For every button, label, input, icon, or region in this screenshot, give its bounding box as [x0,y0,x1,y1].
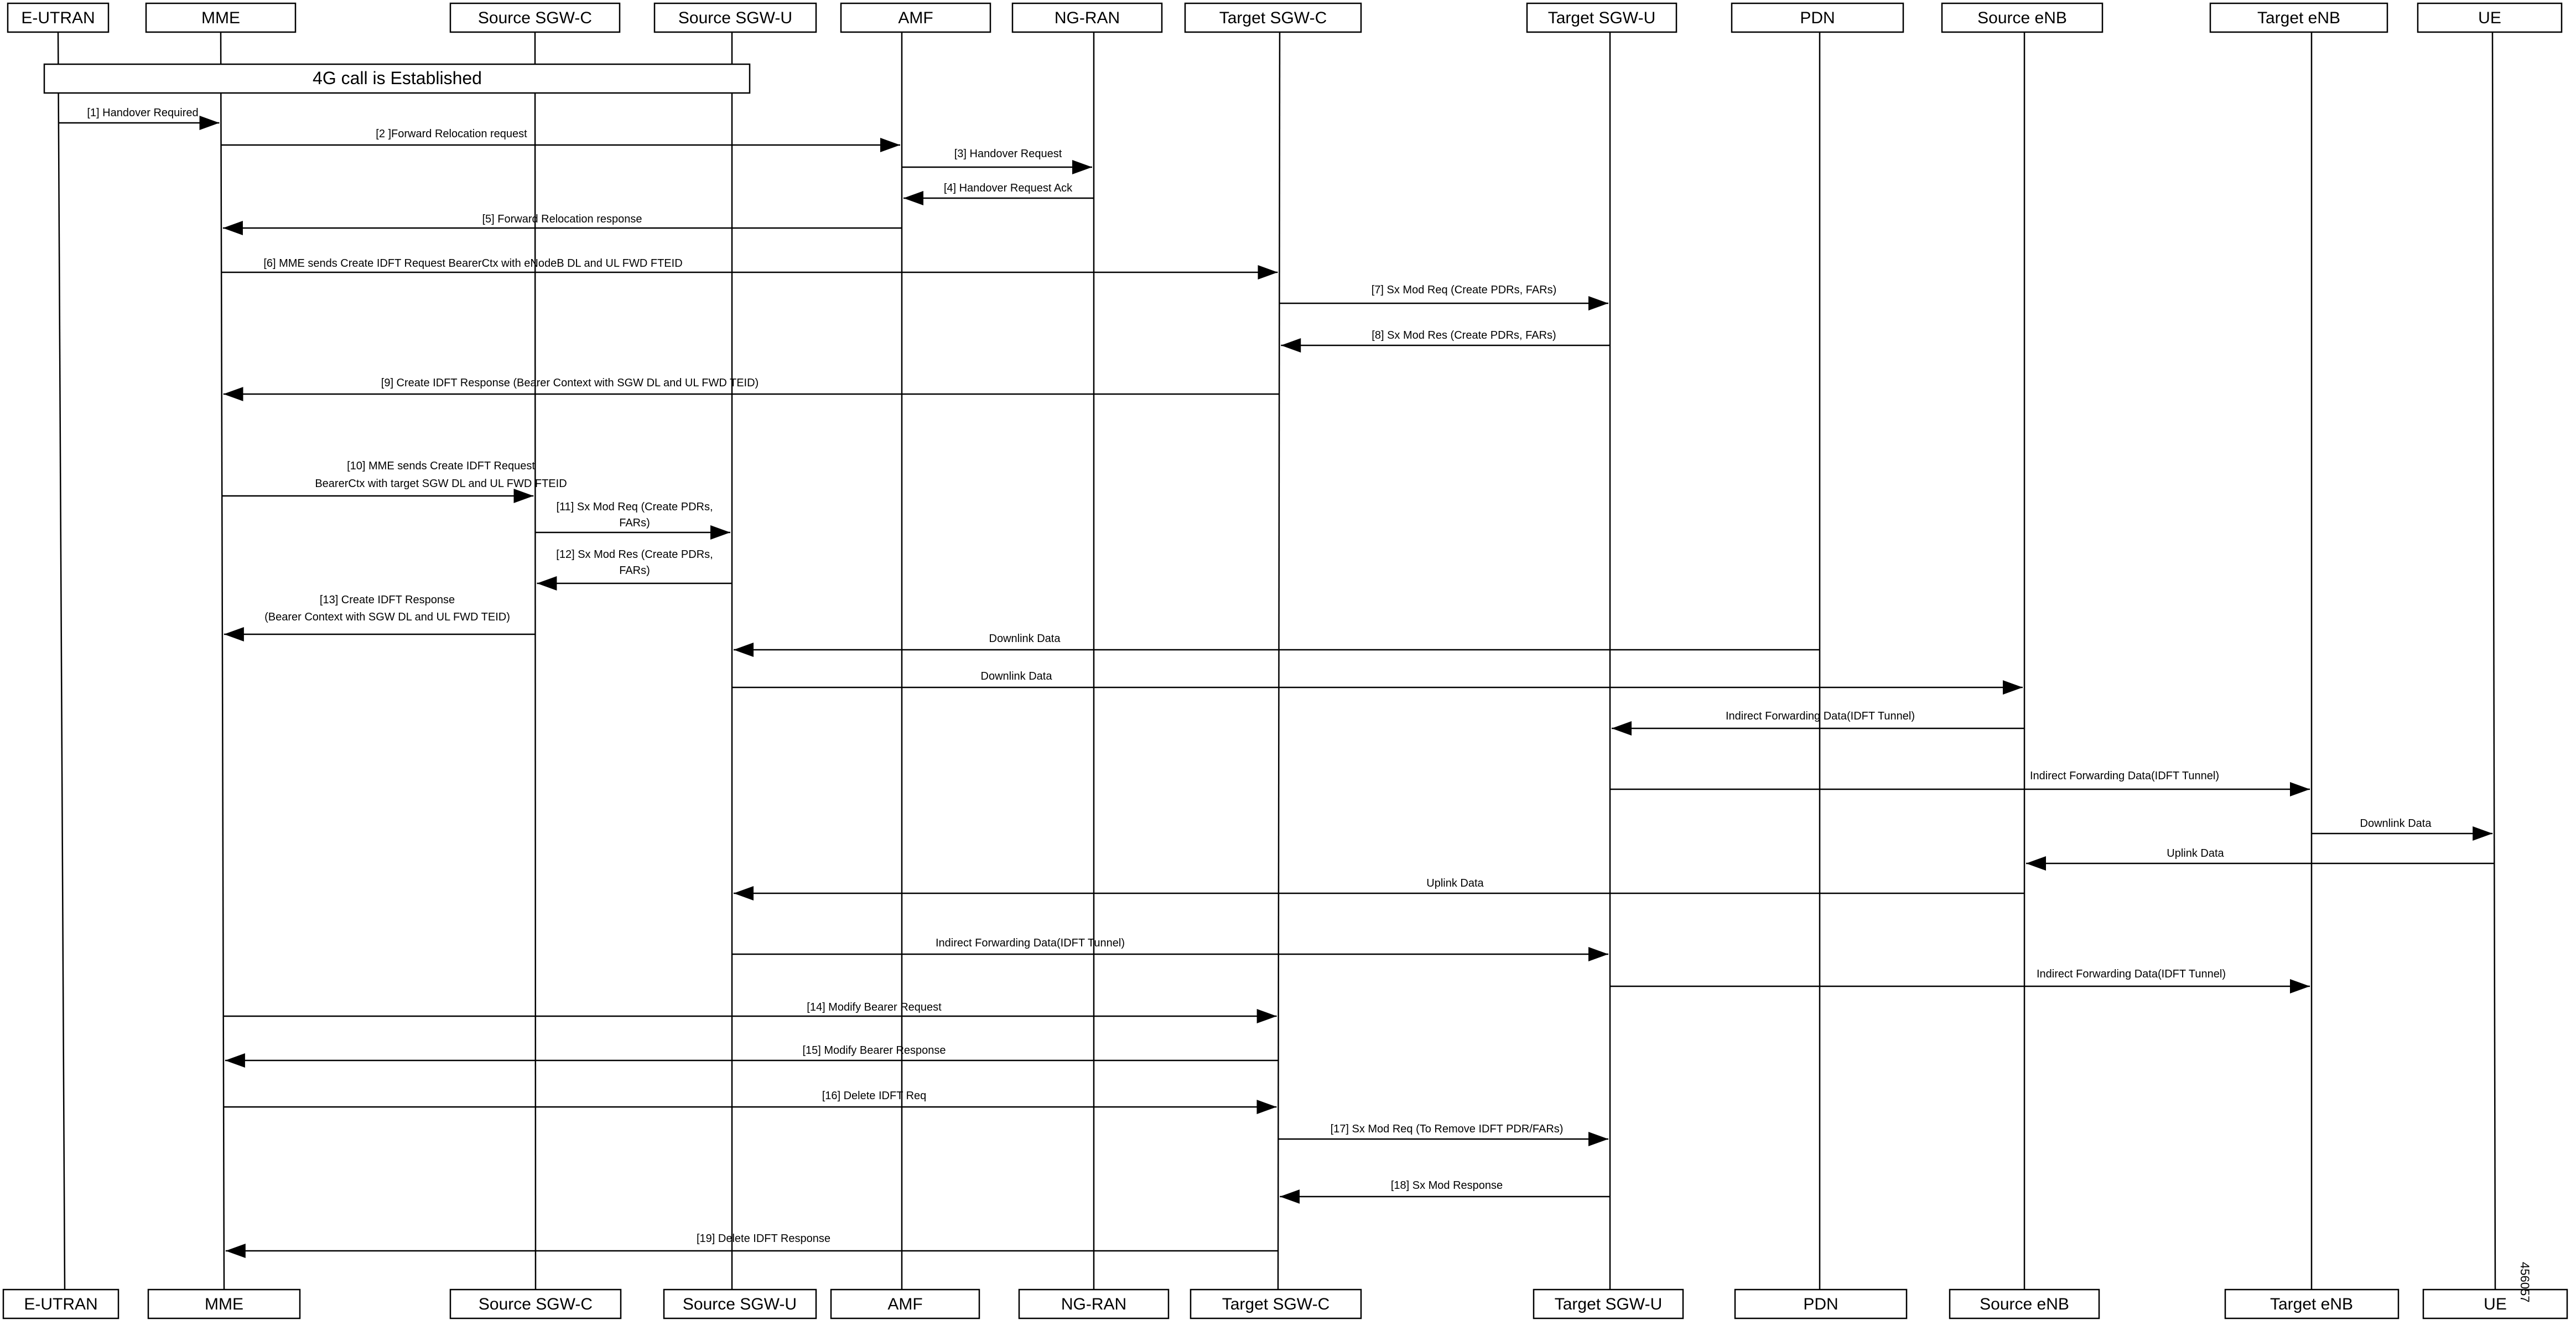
participant-label: Target SGW-C [1222,1295,1330,1313]
participant-label: Target SGW-U [1554,1295,1663,1313]
participant-box-pdn-bottom [1735,1290,1907,1318]
participant-box-senb-top [1942,3,2102,32]
participant-box-tenb-top [2210,3,2387,32]
participant-box-sgwc-top [450,3,620,32]
message-label: [6] MME sends Create IDFT Request BearerCtx with eNodeB DL and UL FWD FTEID [263,257,683,270]
message-label: (Bearer Context with SGW DL and UL FWD TEID) [264,611,510,623]
participant-box-amf-bottom [831,1290,979,1318]
message-14 [734,633,1820,650]
participant-label: AMF [887,1295,923,1313]
message-label: [1] Handover Required [87,107,199,119]
message-7 [1279,284,1608,303]
participant-label: Source SGW-C [477,9,593,27]
message-label: [3] Handover Request [954,148,1062,160]
message-21 [732,937,1608,954]
message-27 [1280,1179,1610,1197]
message-label: BearerCtx with target SGW DL and UL FWD FTEID [315,478,567,490]
message-label: Downlink Data [989,633,1061,645]
banner-label: 4G call is Established [313,68,482,88]
message-label: [12] Sx Mod Res (Create PDRs, [556,548,713,561]
message-19 [2026,847,2494,863]
message-label: Indirect Forwarding Data(IDFT Tunnel) [1726,710,1915,722]
participant-box-tenb-bottom [2225,1290,2398,1318]
participant-box-ngran-bottom [1019,1290,1168,1318]
message-18 [2312,817,2492,834]
message-label: [10] MME sends Create IDFT Request [347,460,535,472]
participant-box-pdn-top [1732,3,1903,32]
participant-label: PDN [1800,9,1835,27]
participant-label: NG-RAN [1061,1295,1127,1313]
message-label: [5] Forward Relocation response [482,213,642,225]
participant-label: MME [205,1295,243,1313]
participant-box-tsgwu-top [1527,3,1676,32]
participant-box-eutran-top [8,3,108,32]
participant-box-tsgwu-bottom [1534,1290,1683,1318]
participant-box-tsgwc-bottom [1191,1290,1361,1318]
participant-label: Source SGW-U [682,1295,797,1313]
message-13 [224,594,536,634]
message-11 [535,501,730,532]
participant-box-ngran-top [1012,3,1162,32]
participant-label: Source SGW-U [678,9,793,27]
message-12 [537,548,732,583]
message-label: [9] Create IDFT Response (Bearer Context with SGW DL and UL FWD TEID) [381,377,759,389]
participant-label: UE [2484,1295,2507,1313]
participant-box-ue-top [2418,3,2562,32]
participant-box-sgwc-bottom [450,1290,621,1318]
participant-box-amf-top [841,3,990,32]
message-20 [734,877,2024,893]
participant-box-tsgwc-top [1185,3,1361,32]
message-label: [13] Create IDFT Response [319,594,455,606]
message-label: Uplink Data [1426,877,1484,889]
message-23 [224,1001,1277,1016]
message-16 [1612,710,2024,728]
participant-box-mme-top [146,3,295,32]
participant-label: Source eNB [1980,1295,2069,1313]
participant-label: NG-RAN [1054,9,1120,27]
participant-box-ue-bottom [2423,1290,2567,1318]
participant-box-eutran-bottom [3,1290,118,1318]
message-label: FARs) [619,565,650,577]
message-8 [1281,329,1610,345]
message-17 [1610,770,2310,789]
lifeline-eutran [58,32,65,1290]
message-6 [221,257,1277,272]
participant-label: MME [201,9,240,27]
message-label: Downlink Data [980,670,1052,682]
participant-label: Target eNB [2257,9,2341,27]
message-25 [224,1090,1276,1107]
participant-label: UE [2478,9,2501,27]
message-22 [1610,968,2310,986]
message-label: Downlink Data [2360,817,2432,830]
participant-box-senb-bottom [1950,1290,2099,1318]
message-label: [19] Delete IDFT Response [697,1233,830,1245]
message-label: [16] Delete IDFT Req [822,1090,927,1102]
message-4 [903,182,1094,198]
message-5 [223,213,902,228]
message-label: [17] Sx Mod Req (To Remove IDFT PDR/FARs) [1330,1123,1564,1135]
message-label: Uplink Data [2167,847,2224,860]
message-label: [11] Sx Mod Req (Create PDRs, [556,501,713,513]
participant-box-sgwu-top [655,3,816,32]
call-established-banner [44,64,750,93]
message-label: Indirect Forwarding Data(IDFT Tunnel) [2030,770,2219,782]
message-label: FARs) [619,517,650,529]
figure-id: 456057 [2518,1262,2532,1303]
message-label: [15] Modify Bearer Response [802,1044,946,1057]
participant-label: Target eNB [2269,1295,2354,1313]
participant-label: AMF [898,9,933,27]
message-28 [226,1233,1278,1251]
participant-label: E-UTRAN [21,9,95,27]
message-label: Indirect Forwarding Data(IDFT Tunnel) [936,937,1125,949]
message-3 [902,148,1092,167]
participant-label: E-UTRAN [24,1295,98,1313]
participant-box-mme-bottom [148,1290,300,1318]
message-label: [18] Sx Mod Response [1390,1179,1503,1192]
lifeline-ue [2492,32,2495,1290]
participant-box-sgwu-bottom [664,1290,816,1318]
lifeline-tsgwc [1278,32,1280,1290]
message-2 [221,128,900,145]
participant-label: PDN [1803,1295,1838,1313]
message-10 [222,460,567,496]
message-9 [224,377,1279,394]
participant-label: Source eNB [1977,9,2067,27]
message-24 [225,1044,1279,1060]
message-label: Indirect Forwarding Data(IDFT Tunnel) [2037,968,2226,980]
message-26 [1278,1123,1608,1139]
participant-label: Source SGW-C [478,1295,593,1313]
message-label: [14] Modify Bearer Request [807,1001,942,1013]
message-label: [4] Handover Request Ack [943,182,1073,194]
message-label: [2 ]Forward Relocation request [376,128,527,140]
message-label: [7] Sx Mod Req (Create PDRs, FARs) [1371,284,1557,296]
message-15 [732,670,2023,687]
message-label: [8] Sx Mod Res (Create PDRs, FARs) [1372,329,1556,341]
participant-label: Target SGW-C [1219,9,1327,27]
message-1 [59,107,220,123]
participant-label: Target SGW-U [1547,9,1656,27]
lifeline-mme [221,32,224,1290]
